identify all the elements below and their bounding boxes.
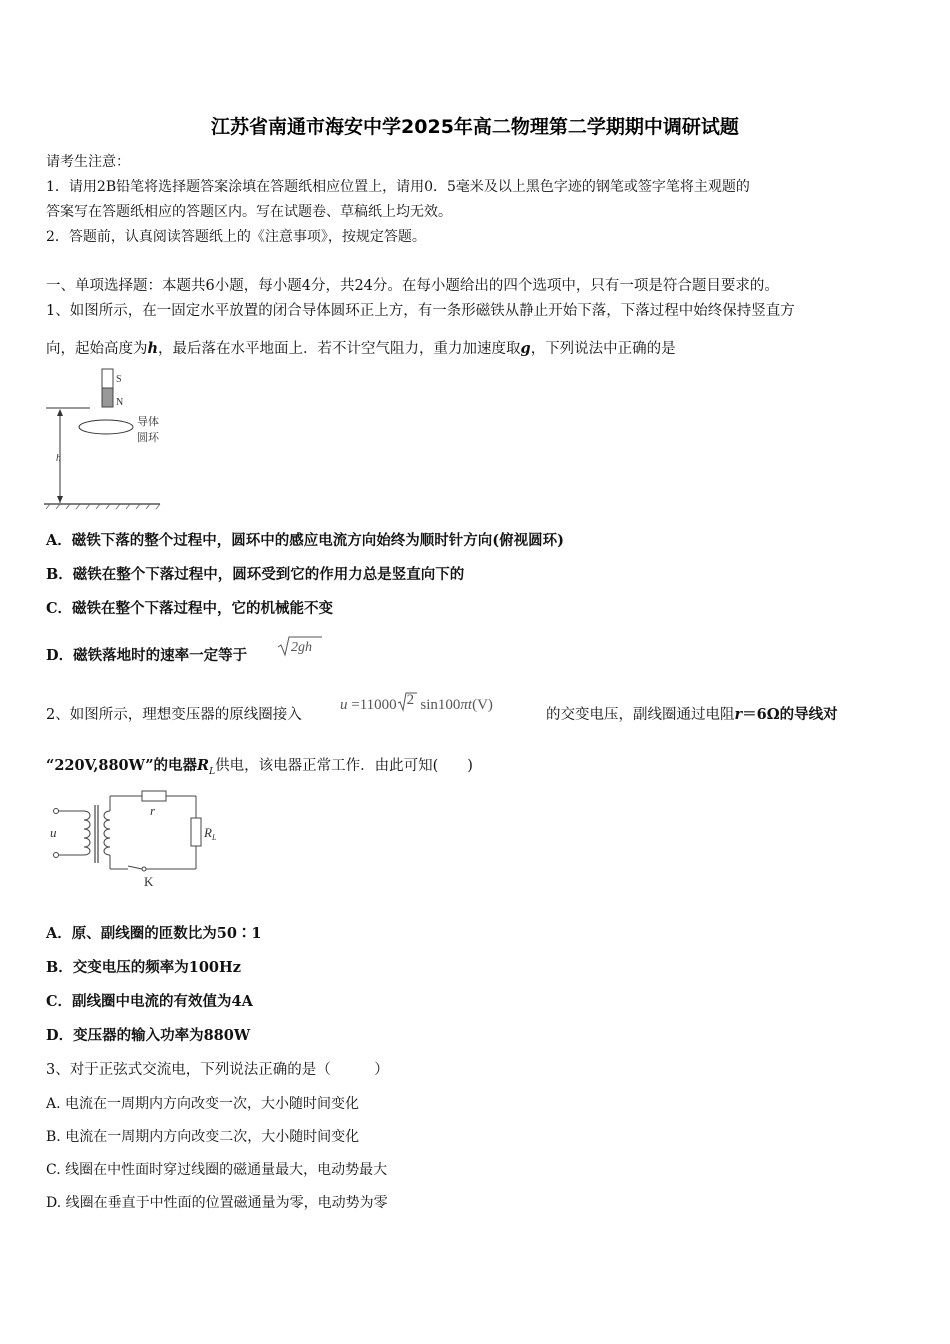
q1-option-a: A．磁铁下落的整个过程中，圆环中的感应电流方向始终为顺时针方向(俯视圆环) xyxy=(46,532,564,549)
switch-contact xyxy=(142,867,146,871)
q3-option-c: C. 线圈在中性面时穿过线圈的磁通量最大，电动势最大 xyxy=(46,1162,388,1178)
sqrt-radicand: 2gh xyxy=(291,640,312,655)
formula-sqrt xyxy=(397,693,417,713)
q1-option-b: B．磁铁在整个下落过程中，圆环受到它的作用力总是竖直向下的 xyxy=(46,566,465,583)
height-label: h xyxy=(56,453,61,464)
formula-eq: =11000 xyxy=(347,697,397,713)
q2-var-r: r xyxy=(734,706,743,723)
formula-pi-t: πt xyxy=(460,697,473,713)
q2-option-b: B．交变电压的频率为100Hz xyxy=(46,959,241,976)
input-terminal-bottom xyxy=(54,853,59,858)
secondary-coil xyxy=(104,811,110,855)
magnet-s-pole xyxy=(102,369,113,388)
q2-stem-c: ＝6Ω的导线对 xyxy=(742,706,838,723)
RL-label xyxy=(203,825,217,842)
conductor-ring xyxy=(79,420,133,434)
q1-stem-line2 xyxy=(46,340,676,358)
page-title: 江苏省南通市海安中学2025年高二物理第二学期期中调研试题 xyxy=(211,116,739,138)
q1-stem-line1: 1、如图所示，在一固定水平放置的闭合导体圆环正上方，有一条形磁铁从静止开始下落，下落过程中始终保持竖直方 xyxy=(46,303,795,319)
ground-hatch xyxy=(46,504,160,509)
switch-blade xyxy=(128,866,142,869)
q1-stem-text-a: 向，起始高度为 xyxy=(46,341,148,357)
q2-option-c: C．副线圈中电流的有效值为4A xyxy=(46,993,253,1010)
q1-option-d xyxy=(46,647,247,665)
input-terminal-top xyxy=(54,809,59,814)
notice-line-1b: 答案写在答题纸相应的答题区内。写在试题卷、草稿纸上均无效。 xyxy=(46,204,452,220)
notice-line-1a: 1．请用2B铅笔将选择题答案涂填在答题纸相应位置上，请用0．5毫米及以上黑色字迹的钢笔或签字笔将主观题的 xyxy=(46,179,750,195)
q1-magnet-ring-figure xyxy=(40,365,180,510)
q2-formula xyxy=(340,693,493,723)
resistor-RL xyxy=(191,818,201,846)
q2-var-L: L xyxy=(209,766,216,777)
q2-stem-b-text: 的交变电压，副线圈通过电阻 xyxy=(546,707,735,723)
RL-label-R: R xyxy=(204,825,212,840)
q1-var-g: g xyxy=(520,340,531,357)
height-arrow-up xyxy=(57,409,63,416)
q1-option-c: C．磁铁在整个下落过程中，它的机械能不变 xyxy=(46,600,334,617)
q3-option-d: D. 线圈在垂直于中性面的位置磁通量为零，电动势为零 xyxy=(46,1195,388,1211)
r-label: r xyxy=(150,803,156,818)
q2-var-R: R xyxy=(197,757,210,774)
q1-stem-text-b: ，最后落在水平地面上．若不计空气阻力，重力加速度取 xyxy=(158,341,521,357)
q3-stem: 3、对于正弦式交流电，下列说法正确的是（ ） xyxy=(46,1062,389,1078)
notice-heading: 请考生注意： xyxy=(46,154,130,170)
ring-label-1: 导体 xyxy=(137,416,159,428)
formula-u: u xyxy=(340,697,348,713)
q1-stem-text-c: ，下列说法中正确的是 xyxy=(530,341,676,357)
notice-line-2: 2．答题前，认真阅读答题纸上的《注意事项》，按规定答题。 xyxy=(46,229,426,245)
RL-label-sub: L xyxy=(211,833,217,842)
formula-rad: 2 xyxy=(406,692,415,708)
u-label: u xyxy=(50,825,57,840)
pole-n-label: N xyxy=(116,397,124,408)
q2-stem-b xyxy=(546,706,838,724)
q3-option-b: B. 电流在一周期内方向改变二次，大小随时间变化 xyxy=(46,1129,360,1145)
q1-option-d-text: D．磁铁落地时的速率一定等于 xyxy=(46,647,248,664)
q3-option-a: A. 电流在一周期内方向改变一次，大小随时间变化 xyxy=(46,1096,360,1112)
q2-option-d: D．变压器的输入功率为880W xyxy=(46,1027,251,1044)
q2-stem-a: 2、如图所示，理想变压器的原线圈接入 xyxy=(46,707,302,723)
q1-sqrt-2gh xyxy=(276,634,324,658)
switch-label: K xyxy=(144,874,154,889)
section-heading: 一、单项选择题：本题共6小题，每小题4分，共24分。在每小题给出的四个选项中，只有一项是符合题目要求的。 xyxy=(46,278,779,294)
q2-option-a: A．原、副线圈的匝数比为50∶1 xyxy=(46,925,262,942)
q2-device-spec: “220V,880W”的电器 xyxy=(46,757,198,774)
q2-transformer-circuit xyxy=(44,785,229,890)
formula-sin: sin100 xyxy=(416,697,461,713)
q2-stem-end: 供电，该电器正常工作．由此可知( ) xyxy=(215,758,473,774)
q2-stem-line2 xyxy=(46,757,473,781)
ring-label-2: 圆环 xyxy=(137,432,159,444)
height-arrow-down xyxy=(57,496,63,503)
q1-var-h: h xyxy=(147,340,159,357)
resistor-r xyxy=(142,791,166,801)
pole-s-label: S xyxy=(116,374,122,385)
primary-coil xyxy=(84,811,90,855)
magnet-n-pole xyxy=(102,388,113,407)
formula-unit: (V) xyxy=(472,697,493,713)
